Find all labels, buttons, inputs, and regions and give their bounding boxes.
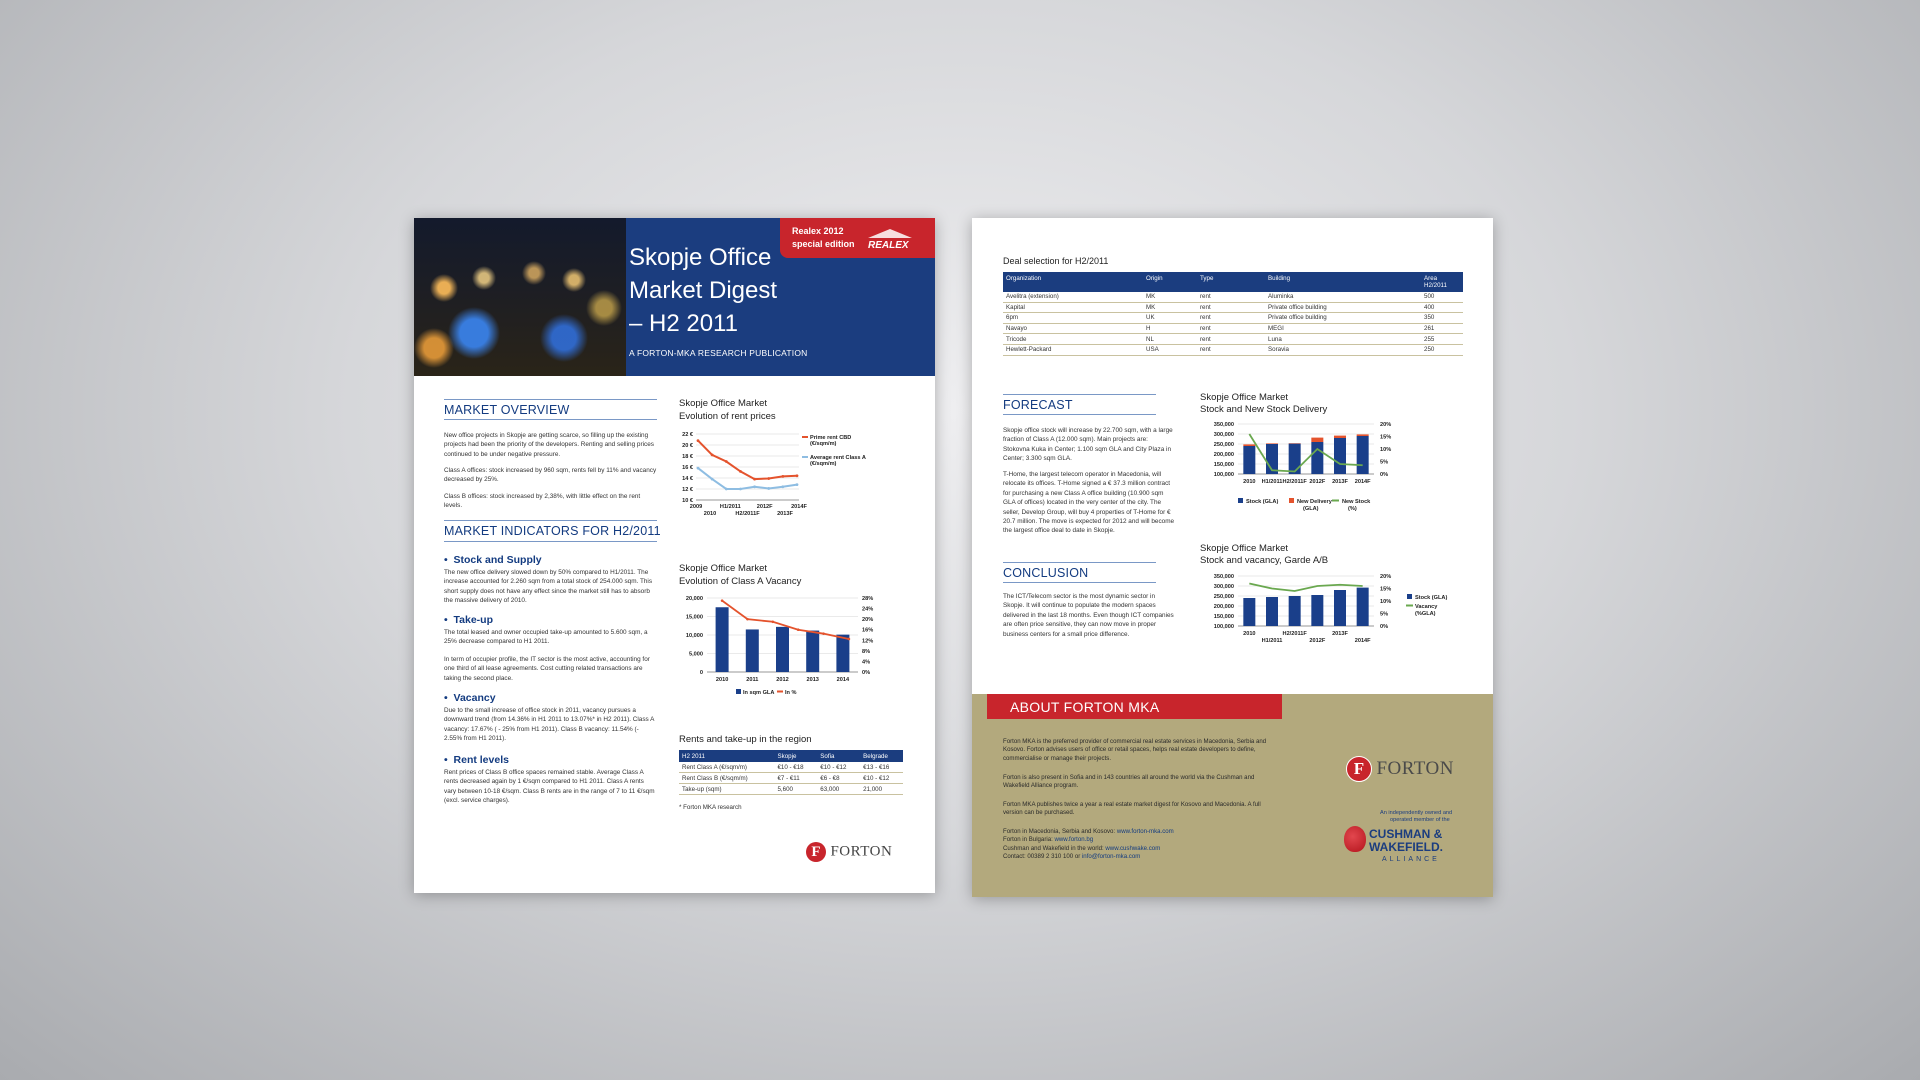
conclusion-heading: CONCLUSION: [1003, 566, 1089, 580]
table-cell: €10 - €12: [820, 763, 847, 771]
bar: [836, 635, 849, 672]
table-row: [1003, 292, 1463, 302]
table-cell: Luna: [1268, 335, 1282, 343]
conclusion-paragraph: The ICT/Telecom sector is the most dynamic sector in Skopje. It will continue to populate the modern spaces delivered in the last 18 months. Even though ICT companies are often price sensitive, they can now move in proper business centers for a small price difference.: [1003, 593, 1174, 638]
legend-swatch: [1289, 498, 1294, 503]
y-tick-label: 200,000: [1213, 604, 1234, 610]
table-row: [1003, 323, 1463, 334]
table-cell: rent: [1200, 325, 1211, 333]
about-heading: ABOUT FORTON MKA: [1010, 699, 1160, 715]
x-tick-label: 2010: [703, 511, 717, 517]
deals-table: Organization Origin Type Building Area H2/2011 Avelitra (extension) MK rent Aluminka 500 Kapital MK rent Private office building 400 6pm UK rent Private office building 350 Navayo H rent MEGI 261 Tricode NL rent Luna 255 Hewlett-Packard USA rent Soravia 250: [1003, 272, 1463, 356]
table-cell: 21,000: [863, 785, 883, 793]
bar: [1266, 597, 1278, 626]
data-point: [697, 439, 700, 442]
about-section: [972, 694, 1493, 897]
table-cell: Rent Class B (€/sqm/m): [682, 774, 748, 782]
legend-label: In %: [785, 690, 797, 696]
table-cell: H: [1146, 325, 1151, 333]
y-tick-label: 20 €: [682, 443, 693, 449]
link-email[interactable]: info@forton-mka.com: [1081, 853, 1141, 861]
rents-footnote: * Forton MKA research: [679, 804, 742, 811]
rent-prices-chart: [674, 424, 914, 524]
data-point: [753, 485, 756, 488]
bar-segment: [1357, 434, 1369, 436]
data-point: [822, 632, 825, 635]
y-tick-label: 0%: [862, 670, 871, 676]
table-cell: NL: [1146, 335, 1154, 343]
y-tick-label: 350,000: [1213, 574, 1234, 580]
badge-line1: Realex 2012: [792, 226, 844, 236]
deals-title: Deal selection for H2/2011: [1003, 256, 1109, 266]
legend-label: New Stock: [1342, 499, 1371, 505]
y-tick-label: 20%: [862, 617, 874, 624]
legend-label: New Delivery: [1297, 499, 1332, 505]
x-tick-label: 2013F: [777, 511, 793, 517]
x-tick-label: H2/2011F: [1282, 479, 1307, 485]
cw-logo-line1: CUSHMAN &: [1369, 827, 1443, 841]
take-up-heading: • Take-up: [444, 614, 493, 626]
series-line: [1249, 584, 1362, 592]
table-cell: 63,000: [820, 785, 840, 793]
legend-label: (€/sqm/m): [810, 441, 837, 447]
table-cell: 261: [1424, 325, 1435, 333]
y-tick-label: 22 €: [682, 432, 693, 438]
badge-line2: special edition: [792, 239, 855, 249]
legend-swatch: [736, 689, 741, 694]
x-tick-label: H2/2011F: [735, 511, 760, 517]
table-cell: Take-up (sqm): [682, 785, 722, 793]
y-tick-label: 0%: [1380, 624, 1389, 630]
legend-label: (%GLA): [1415, 611, 1436, 617]
data-point: [739, 470, 742, 473]
overview-paragraph-3: Class B offices: stock increased by 2,38%, with little effect on the rent levels.: [444, 493, 641, 510]
digest-title-line3: – H2 2011: [629, 310, 738, 337]
y-tick-label: 20%: [1380, 422, 1392, 428]
bar-segment: [1334, 436, 1346, 438]
table-cell: rent: [1200, 293, 1211, 301]
legend-swatch: [1238, 498, 1243, 503]
rent-chart-subtitle: Evolution of rent prices: [679, 411, 776, 422]
table-row: [1003, 344, 1463, 355]
x-tick-label: H1/2011: [719, 504, 741, 510]
y-tick-label: 5%: [1380, 459, 1389, 466]
y-tick-label: 100,000: [1213, 472, 1234, 478]
about-paragraph-1: Forton MKA is the preferred provider of commercial real estate services in Macedonia, Serbia and Kosovo. Forton advises users of office or retail spaces, helps real estate developers to define, commercialise or manage their projects.: [1003, 738, 1267, 762]
table-cell: €13 - €16: [863, 763, 890, 771]
y-tick-label: 10,000: [685, 633, 703, 639]
stock-vacancy-chart-title: Skopje Office Market: [1200, 543, 1289, 554]
vacancy-chart-title: Skopje Office Market: [679, 563, 768, 574]
y-tick-label: 24%: [862, 606, 874, 613]
table-row: [679, 784, 903, 795]
data-point: [753, 478, 756, 481]
rents-table-title: Rents and take-up in the region: [679, 734, 812, 745]
y-tick-label: 5,000: [689, 651, 703, 658]
x-tick-label: 2014F: [1354, 479, 1371, 485]
forton-f-icon: F: [806, 842, 826, 862]
data-point: [797, 628, 800, 631]
x-tick-label: 2011: [746, 677, 759, 683]
table-cell: rent: [1200, 303, 1211, 311]
digest-subtitle: A FORTON-MKA RESEARCH PUBLICATION: [629, 348, 808, 358]
y-tick-label: 10%: [1380, 447, 1392, 453]
table-cell: 255: [1424, 335, 1435, 343]
data-point: [781, 475, 784, 478]
x-tick-label: 2012F: [1309, 479, 1326, 485]
x-tick-label: 2010: [1243, 479, 1256, 485]
data-point: [796, 474, 799, 477]
y-tick-label: 20%: [1380, 574, 1392, 580]
table-cell: UK: [1146, 314, 1155, 322]
y-tick-label: 0: [699, 670, 703, 676]
legend-label: Prime rent CBD: [810, 435, 852, 441]
table-row: [1003, 313, 1463, 324]
x-tick-label: 2014: [836, 677, 850, 683]
data-point: [781, 485, 784, 488]
y-tick-label: 16%: [862, 627, 874, 634]
y-tick-label: 10 €: [682, 498, 693, 504]
y-tick-label: 16 €: [682, 465, 693, 471]
about-paragraph-3: Forton MKA publishes twice a year a real estate market digest for Kosovo and Macedonia. A full version can be purchased.: [1003, 801, 1261, 817]
y-tick-label: 250,000: [1213, 594, 1234, 600]
table-cell: 350: [1424, 314, 1435, 322]
link-cushwake[interactable]: www.cushwake.com: [1105, 844, 1161, 852]
cw-logo-line3: ALLIANCE: [1382, 856, 1440, 863]
table-cell: Soravia: [1268, 346, 1289, 354]
vacancy-text: Due to the small increase of office stock in 2011, vacancy pursues a downward trend (from 14.36% in H1 2011 to 13.07%* in H2 2011). Class A vacancy: 17.67% ( - 25% from H1 2011). Class B vacancy: 11.54% (- 2.55% from H1 2011).: [444, 707, 655, 743]
bar-segment: [1266, 443, 1278, 444]
bar: [1311, 442, 1323, 474]
digest-title-line1: Skopje Office: [629, 244, 772, 271]
bar: [716, 607, 729, 672]
table-cell: Rent Class A (€/sqm/m): [682, 763, 747, 771]
take-up-text: The total leased and owner occupied take-up amounted to 5.600 sqm, a 25% decrease compared to H1 2011.: [444, 629, 648, 646]
overview-paragraph-1: New office projects in Skopje are getting scarce, so filling up the existing projects had been the priority of the developers. Renting and selling prices continued to be under negative pressure.: [444, 432, 654, 458]
forecast-paragraph-2: T-Home, the largest telecom operator in Macedonia, will relocate its offices. T-Home signed a € 37.3 million contract for purchasing a new Class A office building (10.900 sqm GLA of offices) located in the very center of the city. The seller, Develop Group, will buy 4 properties of T-Home for € 20.7 million. The move is expected for 2012 and will become the largest office deal to date in Skopje.: [1003, 471, 1175, 535]
class-a-vacancy-chart: [674, 590, 914, 700]
rent-levels-heading: • Rent levels: [444, 754, 509, 766]
data-point: [767, 487, 770, 490]
data-point: [796, 483, 799, 486]
y-tick-label: 15%: [1380, 434, 1392, 441]
table-row: [1003, 334, 1463, 345]
x-tick-label: 2010: [1243, 631, 1256, 637]
stock-supply-text: The new office delivery slowed down by 50% compared to H1/2011. The increase accounted for 2.260 sqm from a total stock of 254.000 sqm. This short supply does not have any effect since the market still has to absorb the massive delivery of 2010.: [444, 569, 653, 605]
overview-paragraph-2: Class A offices: stock increased by 960 sqm, rents fell by 11% and vacancy decreased by 25%.: [444, 467, 657, 484]
table-cell: MEGI: [1268, 325, 1284, 333]
table-cell: rent: [1200, 314, 1211, 322]
brochure-page-front: [414, 218, 935, 893]
stock-delivery-chart-title: Skopje Office Market: [1200, 392, 1289, 403]
table-cell: USA: [1146, 346, 1159, 354]
link-forton-bg[interactable]: www.forton.bg: [1054, 836, 1094, 844]
vacancy-chart-subtitle: Evolution of Class A Vacancy: [679, 576, 802, 587]
vacancy-heading: • Vacancy: [444, 692, 496, 704]
y-tick-label: 5%: [1380, 611, 1389, 618]
data-point: [772, 620, 775, 623]
series-line-1: [698, 441, 797, 480]
x-tick-label: 2013: [806, 677, 819, 683]
bar: [1357, 588, 1369, 626]
stock-supply-heading: • Stock and Supply: [444, 554, 542, 566]
legend-label: In sqm GLA: [743, 690, 775, 696]
y-tick-label: 28%: [862, 596, 874, 602]
legend-label: (%): [1348, 506, 1357, 512]
x-tick-label: 2014F: [791, 504, 807, 510]
x-tick-label: 2012: [776, 677, 789, 683]
table-cell: Aluminka: [1268, 293, 1294, 301]
x-tick-label: H2/2011F: [1282, 631, 1307, 637]
table-cell: €10 - €18: [777, 763, 804, 771]
forton-f-icon: F: [1346, 756, 1372, 782]
y-tick-label: 150,000: [1213, 614, 1234, 620]
stock-vacancy-chart-subtitle: Stock and vacancy, Garde A/B: [1200, 555, 1329, 566]
bar: [1334, 438, 1346, 474]
data-point: [767, 477, 770, 480]
cw-tagline-1: An independently owned and: [1380, 810, 1453, 816]
forton-logo-back: F FORTON: [1346, 756, 1454, 784]
bar: [1357, 436, 1369, 474]
bar: [746, 629, 759, 672]
y-tick-label: 100,000: [1213, 624, 1234, 630]
legend-label: Average rent Class A: [810, 455, 866, 461]
data-point: [725, 488, 728, 491]
legend-label: Stock (GLA): [1246, 499, 1279, 505]
data-point: [725, 460, 728, 463]
realex-roof-icon: [868, 229, 912, 238]
table-cell: MK: [1146, 303, 1156, 311]
market-indicators-heading: MARKET INDICATORS FOR H2/2011: [444, 524, 661, 538]
y-tick-label: 200,000: [1213, 452, 1234, 458]
table-row: [679, 762, 903, 773]
table-cell: Private office building: [1268, 314, 1327, 322]
data-point: [711, 454, 714, 457]
table-cell: 400: [1424, 303, 1435, 311]
legend-swatch: [1407, 594, 1412, 599]
x-tick-label: 2013F: [1332, 479, 1348, 485]
cw-globe-icon: [1344, 826, 1366, 852]
table-cell: Tricode: [1006, 335, 1027, 343]
bar-segment: [1311, 438, 1323, 442]
legend-label: Stock (GLA): [1415, 595, 1448, 601]
x-tick-label: 2014F: [1354, 638, 1371, 644]
legend-label: (€/sqm/m): [810, 461, 837, 467]
y-tick-label: 250,000: [1213, 442, 1234, 448]
table-cell: Private office building: [1268, 303, 1327, 311]
y-tick-label: 15%: [1380, 586, 1392, 593]
market-overview-heading: MARKET OVERVIEW: [444, 403, 570, 417]
y-tick-label: 300,000: [1213, 584, 1234, 590]
y-tick-label: 150,000: [1213, 462, 1234, 468]
rent-levels-text: Rent prices of Class B office spaces remained stable. Average Class A rents decreased again by 1 €/sqm compared to H1 2011. Class A rents vary between 10-18 €/sqm. Class B rents are in the range of 7 to 11 €/sqm (excl. service charges).: [444, 769, 655, 805]
stock-delivery-chart: [1194, 418, 1484, 528]
table-cell: Avelitra (extension): [1006, 293, 1059, 301]
x-tick-label: 2012F: [756, 504, 773, 510]
bar-segment: [1243, 444, 1255, 446]
contacts: Forton in Macedonia, Serbia and Kosovo: www.forton-mka.com Forton in Bulgaria: www.forton.bg Cushman and Wakefield in the world: www.cushwake.com Contact: 00389 2 310 100 or info@forton-mka.com: [1003, 828, 1174, 861]
take-up-text-2: In term of occupier profile, the IT sector is the most active, accounting for one third of all lease agreements. Cost cutting related transactions are taking the second place.: [444, 656, 650, 682]
data-point: [746, 618, 749, 621]
legend-label: Vacancy: [1415, 604, 1438, 610]
table-row: [679, 773, 903, 784]
table-cell: 250: [1424, 346, 1435, 354]
table-cell: MK: [1146, 293, 1156, 301]
y-tick-label: 20,000: [685, 596, 703, 602]
bar: [806, 631, 819, 672]
bar: [776, 627, 789, 672]
digest-title-line2: Market Digest: [629, 277, 778, 304]
y-tick-label: 4%: [862, 659, 871, 666]
legend-label: (GLA): [1303, 506, 1319, 512]
bar: [1334, 590, 1346, 626]
table-cell: 5,600: [777, 785, 793, 793]
x-tick-label: 2010: [715, 677, 729, 683]
table-row: [1003, 302, 1463, 313]
header-photo: [414, 218, 626, 376]
y-tick-label: 15,000: [685, 614, 703, 621]
y-tick-label: 300,000: [1213, 432, 1234, 438]
realex-logo: REALEX: [868, 240, 909, 251]
bar: [1243, 446, 1255, 474]
rent-chart-title: Skopje Office Market: [679, 398, 768, 409]
table-cell: rent: [1200, 335, 1211, 343]
bar: [1311, 595, 1323, 626]
table-cell: €7 - €11: [777, 774, 800, 782]
cw-tagline-2: operated member of the: [1390, 817, 1450, 823]
x-tick-label: 2009: [689, 504, 703, 510]
brochure-page-back: [972, 218, 1493, 897]
edition-badge: [780, 218, 935, 258]
table-cell: Navayo: [1006, 325, 1027, 333]
y-tick-label: 350,000: [1213, 422, 1234, 428]
cw-logo-line2: WAKEFIELD.: [1369, 840, 1443, 854]
data-point: [711, 478, 714, 481]
table-cell: €10 - €12: [863, 774, 890, 782]
forecast-heading: FORECAST: [1003, 398, 1073, 412]
data-point: [697, 467, 700, 470]
rents-table: H2 2011 Skopje Sofia Belgrade Rent Class A (€/sqm/m) €10 - €18 €10 - €12 €13 - €16 Rent Class B (€/sqm/m) €7 - €11 €6 - €8 €10 - €12 Take-up (sqm) 5,600 63,000 21,000: [679, 750, 903, 795]
table-cell: rent: [1200, 346, 1211, 354]
data-point: [721, 599, 724, 602]
data-point: [848, 638, 851, 641]
y-tick-label: 8%: [862, 648, 871, 655]
x-tick-label: 2012F: [1309, 638, 1326, 644]
x-tick-label: H1/2011: [1261, 479, 1283, 485]
about-paragraph-2: Forton is also present in Sofia and in 143 countries all around the world via the Cushman and Wakefield Alliance program.: [1003, 774, 1255, 790]
y-tick-label: 14 €: [682, 476, 693, 482]
x-tick-label: H1/2011: [1261, 638, 1283, 644]
y-tick-label: 18 €: [682, 454, 693, 460]
forecast-paragraph-1: Skopje office stock will increase by 22.700 sqm, with a large fraction of Class A (12.000 sqm). Main projects are: Stokovna Kuka in Center; 1.100 sqm GLA and City Plaza in Center; 3.300 sqm GLA.: [1003, 427, 1173, 463]
forton-logo-front: F FORTON: [806, 842, 892, 866]
bar: [1289, 444, 1301, 474]
table-cell: Hewlett-Packard: [1006, 346, 1052, 354]
data-point: [739, 488, 742, 491]
bar: [1243, 598, 1255, 626]
link-forton-mka[interactable]: www.forton-mka.com: [1116, 828, 1174, 835]
y-tick-label: 12%: [862, 638, 874, 645]
table-cell: 500: [1424, 293, 1435, 301]
y-tick-label: 12 €: [682, 487, 693, 493]
x-tick-label: 2013F: [1332, 631, 1348, 637]
stock-vacancy-chart: [1194, 570, 1484, 680]
table-cell: €6 - €8: [820, 774, 840, 782]
table-cell: Kapital: [1006, 303, 1025, 311]
bar: [1289, 596, 1301, 626]
y-tick-label: 0%: [1380, 472, 1389, 478]
y-tick-label: 10%: [1380, 599, 1392, 605]
stock-delivery-chart-subtitle: Stock and New Stock Delivery: [1200, 404, 1328, 415]
table-cell: 6pm: [1006, 314, 1019, 322]
